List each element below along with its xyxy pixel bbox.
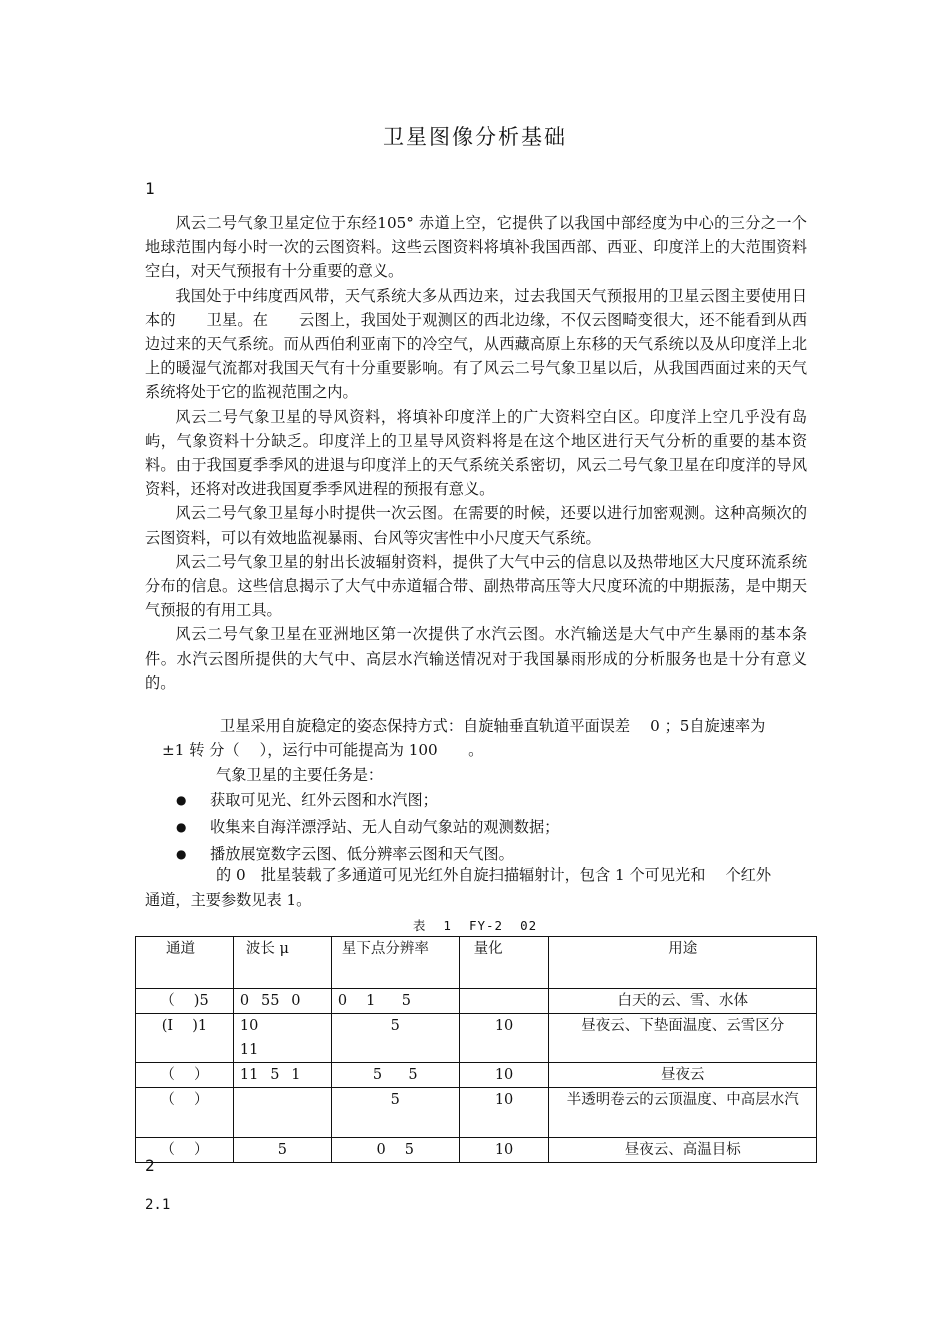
- table-row: [136, 1088, 817, 1138]
- cell-wavelength: 11 5 1: [233, 1063, 331, 1088]
- cell-quantization: 10: [459, 1138, 549, 1163]
- list-item: ● 获取可见光、红外云图和水汽图；: [176, 787, 559, 814]
- table-header-row: [136, 937, 817, 989]
- paragraph-4: 风云二号气象卫星每小时提供一次云图。在需要的时候，还要以进行加密观测。这种高频次的云图资料，可以有效地监视暴雨、台风等灾害性中小尺度天气系统。: [145, 504, 807, 547]
- table-row: [136, 1063, 817, 1088]
- cell-wavelength: 10 11: [233, 1014, 331, 1063]
- cell-usage: 白天的云、雪、水体: [549, 989, 817, 1014]
- cell-wavelength: 5: [233, 1138, 331, 1163]
- cell-usage: 半透明卷云的云顶温度、中高层水汽: [549, 1088, 817, 1138]
- cell-resolution: 5: [331, 1014, 459, 1063]
- list-item: ● 收集来自海洋漂浮站、无人自动气象站的观测数据；: [176, 814, 559, 841]
- header-channel: 通道: [136, 937, 234, 989]
- spin-text-line-2: ±1 转 分（ ），运行中可能提高为 100 。: [162, 741, 484, 759]
- cell-quantization: 10: [459, 1014, 549, 1063]
- section-1-heading: 1: [145, 179, 292, 198]
- document-title: 卫星图像分析基础: [383, 125, 567, 149]
- header-quantization: 量化: [459, 937, 549, 989]
- cell-channel: (I )1: [136, 1014, 234, 1063]
- tasks-intro: 气象卫星的主要任务是：: [216, 766, 384, 784]
- cell-channel: （ ）: [136, 1138, 234, 1163]
- section-2-1-heading: 2.1: [145, 1197, 221, 1213]
- cell-usage: 昼夜云、下垫面温度、云雪区分: [549, 1014, 817, 1063]
- scanner-text-line-2: 通道，主要参数见表 1。: [145, 891, 312, 909]
- parameters-table: [135, 936, 817, 1163]
- cell-resolution: 5: [331, 1088, 459, 1138]
- header-usage: 用途: [549, 937, 817, 989]
- cell-channel: （ ）: [136, 1088, 234, 1138]
- cell-quantization: [459, 989, 549, 1014]
- cell-usage: 昼夜云、高温目标: [549, 1138, 817, 1163]
- cell-wavelength: 0 55 0: [233, 989, 331, 1014]
- cell-quantization: 10: [459, 1088, 549, 1138]
- cell-resolution: 0 5: [331, 1138, 459, 1163]
- header-resolution: 星下点分辨率: [331, 937, 459, 989]
- spin-text-line-1: 卫星采用自旋稳定的姿态保持方式：自旋轴垂直轨道平面误差 0 ；5自旋速率为: [220, 717, 766, 735]
- paragraph-3: 风云二号气象卫星的导风资料，将填补印度洋上的广大资料空白区。印度洋上空几乎没有岛屿，气象资料十分缺乏。印度洋上的卫星导风资料将是在这个地区进行天气分析的重要的基本资料。由于我国夏季季风的进退与印度洋上的天气系统关系密切，风云二号气象卫星在印度洋的导风资料，还将对改进我国夏季季风进程的预报有意义。: [145, 407, 807, 499]
- table-row: [136, 989, 817, 1014]
- tasks-list: [176, 787, 559, 868]
- paragraph-1: 风云二号气象卫星定位于东经105° 赤道上空，它提供了以我国中部经度为中心的三分之一个地球范围内每小时一次的云图资料。这些云图资料将填补我国西部、西亚、印度洋上的大范围资料空白，对天气预报有十分重要的意义。: [145, 214, 807, 281]
- table-caption: 表 1 FY-2 02: [412, 918, 646, 933]
- cell-resolution: 0 1 5: [331, 989, 459, 1014]
- paragraph-2: 我国处于中纬度西风带，天气系统大多从西边来，过去我国天气预报用的卫星云图主要使用日本的 卫星。在 云图上，我国处于观测区的西北边缘，不仅云图畸变很大，还不能看到从西边过来的天气系统。而从西伯利亚南下的冷空气，从西藏高原上东移的天气系统以及从印度洋上北上的暖湿气流都对我国天气有十分重要影响。有了风云二号气象卫星以后，从我国西面过来的天气系统将处于它的监视范围之内。: [145, 286, 807, 402]
- cell-channel: （ ）: [136, 1063, 234, 1088]
- section-2-heading: 2: [145, 1156, 292, 1175]
- list-item: ● 播放展宽数字云图、低分辨率云图和天气图。: [176, 841, 559, 868]
- paragraph-6: 风云二号气象卫星在亚洲地区第一次提供了水汽云图。水汽输送是大气中产生暴雨的基本条件。水汽云图所提供的大气中、高层水汽输送情况对于我国暴雨形成的分析服务也是十分有意义的。: [145, 625, 807, 692]
- cell-wavelength: [233, 1088, 331, 1138]
- header-wavelength: 波长 μ: [233, 937, 331, 989]
- cell-resolution: 5 5: [331, 1063, 459, 1088]
- paragraph-5: 风云二号气象卫星的射出长波辐射资料，提供了大气中云的信息以及热带地区大尺度环流系统分布的信息。这些信息揭示了大气中赤道辐合带、副热带高压等大尺度环流的中期振荡，是中期天气预报的有用工具。: [145, 552, 807, 620]
- scanner-text-line-1: 的 0 批星装载了多通道可见光红外自旋扫描辐射计，包含 1 个可见光和 个红外: [216, 866, 772, 884]
- cell-usage: 昼夜云: [549, 1063, 817, 1088]
- cell-channel: （ )5: [136, 989, 234, 1014]
- cell-quantization: 10: [459, 1063, 549, 1088]
- body-paragraphs: [145, 211, 807, 695]
- table-row: [136, 1014, 817, 1063]
